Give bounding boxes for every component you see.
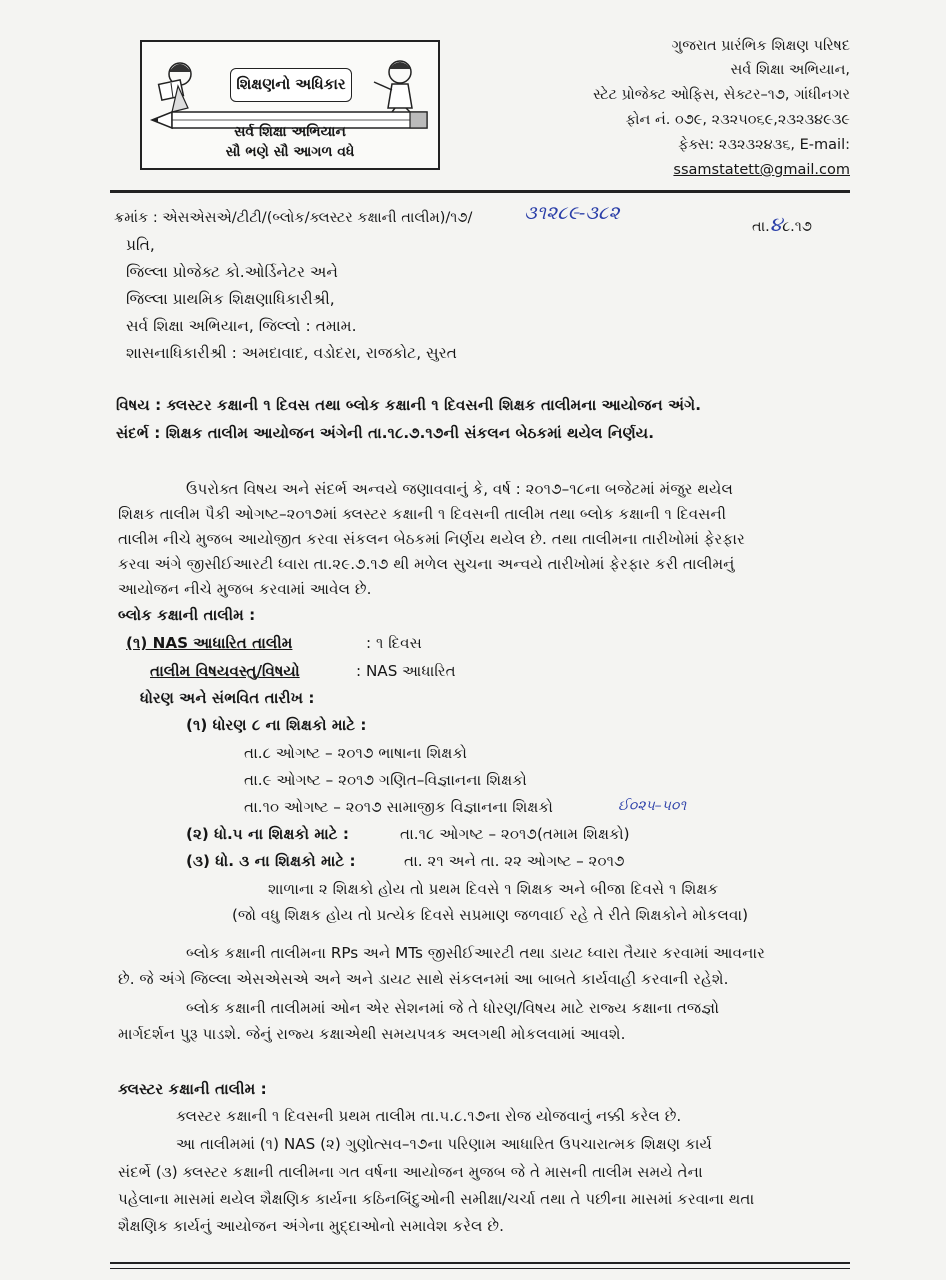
std3-label: (૩) ધો. ૩ ના શિક્ષકો માટે : <box>186 852 356 870</box>
footer-rule <box>110 1262 850 1264</box>
org-fax: ફેક્સ: ૨૩૨૩૨૪૩૬, E-mail: <box>678 137 850 153</box>
header-rule <box>110 190 850 193</box>
intro-line: શિક્ષક તાલીમ પૈકી ઓગષ્ટ–૨૦૧૭માં ક્લસ્ટર કક્ષાની ૧ દિવસની તાલીમ તથા બ્લોક કક્ષાની ૧ દિવસની <box>118 505 727 523</box>
cluster-line: આ તાલીમમાં (૧) NAS (૨) ગુણોત્સવ–૧૭ના પરિણામ આધારિત ઉપચારાત્મક શિક્ષણ કાર્ય <box>176 1135 712 1153</box>
std5-label: (૨) ધો.૫ ના શિક્ષકો માટે : <box>186 825 349 843</box>
org-phone: ફોન નં. ૦૭૯, ૨૩૨૫૦૬૯,૨૩૨૩૪૯૩૯ <box>625 112 850 128</box>
letter-date: તા.૪૮.૧૭ <box>752 212 812 236</box>
teacher-note: શાળાના ૨ શિક્ષકો હોય તો પ્રથમ દિવસે ૧ શિક્ષક અને બીજા દિવસે ૧ શિક્ષક <box>268 880 719 898</box>
std5-value: તા.૧૮ ઓગષ્ટ – ૨૦૧૭(તમામ શિક્ષકો) <box>400 825 630 843</box>
reference: સંદર્ભ : શિક્ષક તાલીમ આયોજન અંગેની તા.૧૮.૭.૧૭ની સંકલન બેઠકમાં થયેલ નિર્ણય. <box>116 424 655 442</box>
std3-value: તા. ૨૧ અને તા. ૨૨ ઓગષ્ટ – ૨૦૧૭ <box>404 852 625 870</box>
logo-box <box>140 40 440 170</box>
cluster-line: સંદર્ભે (૩) ક્લસ્ટર કક્ષાની તાલીમના ગત વર્ષના આયોજન મુજબ જે તે માસની તાલીમ સમયે તેના <box>118 1163 703 1181</box>
intro-line: આયોજન નીચે મુજબ કરવામાં આવેલ છે. <box>118 580 372 598</box>
std8-date: તા.૯ ઓગષ્ટ – ૨૦૧૭ ગણિત–વિજ્ઞાનના શિક્ષકો <box>244 771 527 789</box>
recipient-line: શાસનાધિકારીશ્રી : અમદાવાદ, વડોદરા, રાજકોટ, સુરત <box>126 344 457 362</box>
org-program: સર્વ શિક્ષા અભિયાન, <box>730 62 850 78</box>
block-item1-label: (૧) NAS આધારિત તાલીમ <box>126 634 293 652</box>
cluster-heading: ક્લસ્ટર કક્ષાની તાલીમ : <box>118 1080 267 1098</box>
boy-icon <box>374 61 412 112</box>
subject: વિષય : ક્લસ્ટર કક્ષાની ૧ દિવસ તથા બ્લોક કક્ષાની ૧ દિવસની શિક્ષક તાલીમના આયોજન અંગે. <box>116 396 702 414</box>
intro-line: ઉપરોક્ત વિષય અને સંદર્ભ અન્વયે જણાવવાનું કે, વર્ષ : ૨૦૧૭–૧૮ના બજેટમાં મંજુર થયેલ <box>186 480 733 498</box>
logo-tagline-2: સૌ ભણે સૌ આગળ વધે <box>225 144 355 160</box>
block-para-line: બ્લોક કક્ષાની તાલીમના RPs અને MTs જીસીઈઆરટી તથા ડાયટ ધ્વારા તૈયાર કરવામાં આવનાર <box>186 944 765 962</box>
block-topic-label: તાલીમ વિષયવસ્તુ/વિષયો <box>150 662 300 680</box>
block-item1-value: : ૧ દિવસ <box>366 634 422 652</box>
cluster-line: શૈક્ષણિક કાર્યનું આયોજન અંગેના મુદ્દાઓનો સમાવેશ કરેલ છે. <box>118 1217 504 1235</box>
cluster-line: પહેલાના માસમાં થયેલ શૈક્ષણિક કાર્યના કઠિનબિંદુઓની સમીક્ષા/ચર્ચા તથા તે પછીના માસમાં કરવાના થતા <box>118 1190 755 1208</box>
recipient-line: જિલ્લા પ્રાથમિક શિક્ષણાધિકારીશ્રી, <box>126 290 335 308</box>
handwritten-note: ઈ૦૨૫–૫૦૧ <box>618 798 687 814</box>
block-dates-label: ધોરણ અને સંભવિત તારીખ : <box>140 689 315 707</box>
logo-tagline-1: સર્વ શિક્ષા અભિયાન <box>234 124 346 140</box>
std8-date: તા.૮ ઓગષ્ટ – ૨૦૧૭ ભાષાના શિક્ષકો <box>244 744 467 762</box>
org-office: સ્ટેટ પ્રોજેક્ટ ઓફિસ, સેક્ટર–૧૭, ગાંધીનગર <box>593 87 850 103</box>
org-name: ગુજરાત પ્રારંભિક શિક્ષણ પરિષદ <box>671 38 850 54</box>
org-email[interactable]: ssamstatett@gmail.com <box>673 162 850 178</box>
kramank: ક્રમાંક : એસએસએ/ટીટી/(બ્લોક/ક્લસ્ટર કક્ષાની તાલીમ)/૧૭/ <box>114 210 473 226</box>
block-heading: બ્લોક કક્ષાની તાલીમ : <box>118 606 256 624</box>
std8-date: તા.૧૦ ઓગષ્ટ – ૨૦૧૭ સામાજીક વિજ્ઞાનના શિક્ષકો <box>244 798 553 816</box>
std8-label: (૧) ધોરણ ૮ ના શિક્ષકો માટે : <box>186 716 367 734</box>
recipient-line: સર્વ શિક્ષા અભિયાન, જિલ્લો : તમામ. <box>126 317 357 335</box>
recipient-line: જિલ્લા પ્રોજેક્ટ કો.ઓર્ડિનેટર અને <box>126 263 338 281</box>
girl-reading-icon <box>159 63 191 112</box>
block-para-line: છે. જે અંગે જિલ્લા એસએસએ અને અને ડાયટ સાથે સંકલનમાં આ બાબતે કાર્યવાહી કરવાની રહેશે. <box>118 970 729 988</box>
logo-title: શિક્ષણનો અધિકાર <box>230 68 352 102</box>
handwritten-number: ૩૧૨૮૯-૩૮૨ <box>524 202 620 224</box>
recipient-line: પ્રતિ, <box>126 236 155 254</box>
intro-line: કરવા અંગે જીસીઈઆરટી ધ્વારા તા.૨૯.૭.૧૭ થી મળેલ સુચના અન્વયે તારીખોમાં ફેરફાર કરી તાલીમનું <box>118 555 735 573</box>
teacher-note: (જો વધુ શિક્ષક હોય તો પ્રત્યેક દિવસે સપ્રમાણ જળવાઈ રહે તે રીતે શિક્ષકોને મોકલવા) <box>232 906 749 924</box>
block-para-line: માર્ગદર્શન પુરૂ પાડશે. જેનું રાજ્ય કક્ષાએથી સમયપત્રક અલગથી મોકલવામાં આવશે. <box>118 1025 626 1043</box>
block-topic-value: : NAS આધારિત <box>356 662 456 680</box>
cluster-line: ક્લસ્ટર કક્ષાની ૧ દિવસની પ્રથમ તાલીમ તા.૫.૮.૧૭ના રોજ યોજવાનું નક્કી કરેલ છે. <box>176 1107 682 1125</box>
intro-line: તાલીમ નીચે મુજબ આયોજીત કરવા સંકલન બેઠકમાં નિર્ણય થયેલ છે. તથા તાલીમના તારીખોમાં ફેરફાર <box>118 530 745 548</box>
footer-rule-thin <box>110 1268 850 1269</box>
block-para-line: બ્લોક કક્ષાની તાલીમમાં ઓન એર સેશનમાં જે તે ધોરણ/વિષય માટે રાજ્ય કક્ષાના તજજ્ઞો <box>186 999 719 1017</box>
